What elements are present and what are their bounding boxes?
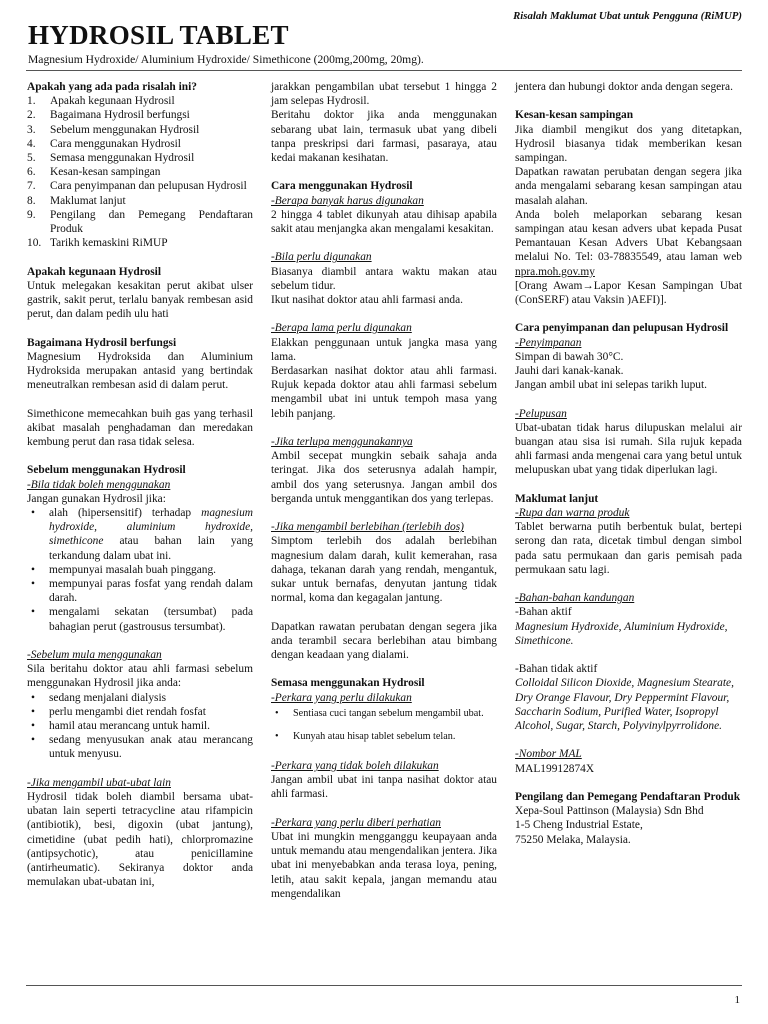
disposal-text: Ubat-ubatan tidak harus dilupuskan melalui air buangan atau sisa isi rumah. Sila rujuk kepada ahli farmasi anda mengenai cara yang betul untuk melupuskan ubat yang tidak diperlukan lagi.: [515, 421, 742, 477]
interaction-advice: Beritahu doktor jika anda menggunakan sebarang ubat lain, termasuk ubat yang dibeli tanpa preskripsi dari farmasi, pasaraya, atau kedai makanan kesihatan.: [271, 109, 497, 165]
list-item: 9. Pengilang dan Pemegang Pendaftaran Produk: [27, 208, 253, 236]
kegunaan-text: Untuk melegakan kesakitan perut akibat ulser gastrik, sakit perut, terlalu banyak rembesan asid perut, dan dalam pedih ulu hati: [27, 279, 253, 321]
intro-text: Jangan gunakan Hydrosil jika:: [27, 492, 166, 505]
side-effect-text-2: Dapatkan rawatan perubatan dengan segera jika anda mengalami sebarang kesan sampingan atau masalah alahan.: [515, 166, 742, 207]
section-heading-kegunaan: Apakah kegunaan Hydrosil: [27, 265, 161, 278]
subheading: -Berapa lama perlu digunakan: [271, 322, 412, 335]
dose-text: 2 hingga 4 tablet dikunyah atau dihisap apabila sakit atau menjangka akan mengalami kesakitan.: [271, 208, 497, 236]
toc-list: [27, 94, 253, 250]
side-effect-text-1: Jika diambil mengikut dos yang ditetapkan, Hydrosil biasanya tidak memberikan kesan sampingan.: [515, 123, 742, 164]
list-item: • Kunyah atau hisap tablet sebelum telan.: [271, 722, 497, 745]
page-number: 1: [734, 994, 740, 1006]
list-item: 3. Sebelum menggunakan Hydrosil: [27, 123, 200, 136]
list-item: 6. Kesan-kesan sampingan: [27, 166, 161, 179]
section-heading-lanjut: Maklumat lanjut: [515, 492, 599, 505]
leaflet-label: Risalah Maklumat Ubat untuk Pengguna (RiMUP): [513, 10, 742, 22]
toc-heading: Apakah yang ada pada risalah ini?: [27, 81, 197, 93]
section-heading-simpan: Cara penyimpanan dan pelupusan Hydrosil: [515, 322, 729, 335]
list-item: 4. Cara menggunakan Hydrosil: [27, 137, 181, 150]
interaction-text: Hydrosil tidak boleh diambil bersama ubat-ubatan lain seperti tetracycline atau rifampicin (antibiotik), besi, digoxin (ubat jantung), cimetidine (ubat pedih hati), chlorpromazine (antipsychotic), atau penicillamine (antirheumatic). Sekiranya doktor anda memulakan ubat-ubatan ini,: [27, 791, 253, 889]
column-2: [271, 80, 497, 901]
timing-text: Biasanya diambil antara waktu makan atau sebelum tidur.: [271, 265, 497, 292]
interaction-text-cont: jarakkan pengambilan ubat tersebut 1 hingga 2 jam selepas Hydrosil.: [271, 81, 497, 108]
list-item: 1. Apakah kegunaan Hydrosil: [27, 95, 175, 108]
section-heading-kesan: Kesan-kesan sampingan: [515, 109, 634, 122]
subheading: -Jika mengambil berlebihan (terlebih dos): [271, 521, 464, 534]
duration-advice: Berdasarkan nasihat doktor atau ahli farmasi. Rujuk kepada doktor atau ahli farmasi sebelum mengambil ubat ini untuk tempoh masa yang lebih panjang.: [271, 365, 497, 420]
subheading: -Sebelum mula menggunakan: [27, 649, 162, 662]
list-item: • sedang menyusukan anak atau merancang untuk menyusu.: [27, 733, 253, 761]
manufacturer-line: 1-5 Cheng Industrial Estate,: [515, 819, 643, 832]
storage-line: Simpan di bawah 30°C.: [515, 350, 624, 363]
missed-dose-text: Ambil secepat mungkin sebaik sahaja anda teringat. Jika dos seterusnya adalah hampir, ambil dos yang seterusnya. Jangan ambil dos berganda untuk menggantikan dos yang terlepas.: [271, 450, 497, 505]
column-3: [515, 80, 742, 847]
timing-advice: Ikut nasihat doktor atau ahli farmasi anda.: [271, 294, 463, 307]
storage-line: Jauhi dari kanak-kanak.: [515, 365, 624, 378]
inactive-ingredients: Colloidal Silicon Dioxide, Magnesium Stearate, Dry Orange Flavour, Dry Peppermint Flavour, Saccharin Sodium, Purified Water, Isopropyl Alcohol, Sugar, Starch, Polyvinylpyrrolidone.: [515, 677, 734, 733]
overdose-text: Simptom terlebih dos adalah berlebihan magnesium dalam darah, kulit kemerahan, rasa dahaga, tekanan darah yang rendah, mengantuk, sukar untuk bernafas, denyutan jantung tidak normal, koma dan kegagalan jantung.: [271, 535, 497, 605]
attention-text-cont: jentera dan hubungi doktor anda dengan segera.: [515, 81, 733, 93]
fungsi-text-2: Simethicone memecahkan buih gas yang terhasil akibat masalah penghadaman dan meredakan kembung perut dan rasa tidak selesa.: [27, 407, 253, 449]
subheading: -Perkara yang perlu diberi perhatian: [271, 816, 441, 829]
website-link[interactable]: npra.moh.gov.my: [515, 265, 595, 278]
side-effect-text-3: Anda boleh melaporkan sebarang kesan sampingan atau kesan advers ubat kepada Pusat Pemantauan Kesan Advers Ubat Kebangsaan melalui No. Tel: 03-78835549, atau laman web npra.moh.gov.my [Orang Awam→Lapor Kesan Sampingan Ubat (ConSERF) atau Vaksin )AEFI)].: [515, 208, 742, 307]
list-item: • hamil atau merancang untuk hamil.: [27, 719, 253, 733]
list-item: • mempunyai masalah buah pinggang.: [27, 563, 253, 577]
list-item: • sedang menjalani dialysis: [27, 691, 253, 705]
list-item: 5. Semasa menggunakan Hydrosil: [27, 152, 195, 165]
section-heading-semasa: Semasa menggunakan Hydrosil: [271, 677, 425, 690]
subheading: -Rupa dan warna produk: [515, 507, 630, 520]
subheading: -Bahan-bahan kandungan: [515, 592, 635, 605]
list-item: • mempunyai paras fosfat yang rendah dalam darah.: [27, 577, 253, 605]
subheading: -Jika mengambil ubat-ubat lain: [27, 776, 171, 789]
manufacturer-line: 75250 Melaka, Malaysia.: [515, 833, 631, 846]
product-title: HYDROSIL TABLET: [28, 20, 289, 50]
do-list: [271, 705, 497, 745]
list-item: 8. Maklumat lanjut: [27, 194, 126, 207]
duration-text: Elakkan penggunaan untuk jangka masa yang lama.: [271, 336, 497, 363]
list-item: • mengalami sekatan (tersumbat) pada bahagian perut (gastrousus tersumbat).: [27, 605, 253, 633]
subheading: -Nombor MAL: [515, 748, 582, 761]
list-item: 2. Bagaimana Hydrosil berfungsi: [27, 109, 190, 122]
section-heading-pengilang: Pengilang dan Pemegang Pendaftaran Produk: [515, 791, 741, 804]
subheading: -Penyimpanan: [515, 336, 582, 349]
precaution-list: [27, 691, 253, 762]
inactive-label: -Bahan tidak aktif: [515, 663, 598, 676]
list-item: • Sentiasa cuci tangan sebelum mengambil ubat.: [271, 705, 497, 722]
attention-text: Ubat ini mungkin mengganggu keupayaan anda untuk memandu atau mengendalikan jentera. Jika ubat ini menyebabkan anda terasa loya, pening, letih, atau sakit kepala, jangan memandu atau mengendalikan: [271, 831, 497, 900]
section-heading-fungsi: Bagaimana Hydrosil berfungsi: [27, 336, 177, 349]
section-heading-sebelum: Sebelum menggunakan Hydrosil: [27, 464, 186, 477]
top-rule: [26, 70, 742, 71]
active-ingredients: Magnesium Hydroxide, Aluminium Hydroxide, Simethicone.: [515, 620, 728, 647]
active-label: -Bahan aktif: [515, 606, 572, 619]
appearance-text: Tablet berwarna putih berbentuk bulat, bertepi serong dan rata, dicetak timbul dengan simbol pada satu permukaan dan garis pemisah pada permukaan satu lagi.: [515, 521, 742, 576]
bottom-rule: [26, 985, 742, 986]
subheading: -Berapa banyak harus digunakan: [271, 194, 424, 207]
subheading: -Perkara yang perlu dilakukan: [271, 691, 412, 704]
storage-line: Jangan ambil ubat ini selepas tarikh luput.: [515, 379, 708, 392]
product-subtitle: Magnesium Hydroxide/ Aluminium Hydroxide/ Simethicone (200mg,200mg, 20mg).: [28, 53, 424, 66]
list-item: • perlu mengambi diet rendah fosfat: [27, 705, 253, 719]
list-item: 7. Cara penyimpanan dan pelupusan Hydrosil: [27, 180, 247, 193]
subheading: -Jika terlupa menggunakannya: [271, 436, 413, 449]
fungsi-text-1: Magnesium Hydroksida dan Aluminium Hydroksida merupakan antasid yang bertindak meneutralkan rembesan asid di dalam perut.: [27, 350, 253, 392]
column-1: [27, 80, 253, 889]
intro-text: Sila beritahu doktor atau ahli farmasi sebelum menggunakan Hydrosil jika anda:: [27, 663, 253, 690]
mal-number: MAL19912874X: [515, 762, 595, 775]
contraindication-list: [27, 506, 253, 634]
list-item: 10. Tarikh kemaskini RiMUP: [27, 237, 168, 250]
list-item: • alah (hipersensitif) terhadap magnesium hydroxide, aluminium hydroxide, simethicone atau bahan lain yang terkandung dalam ubat ini.: [27, 506, 253, 563]
subheading: -Pelupusan: [515, 407, 567, 420]
subheading: -Bila tidak boleh menggunakan: [27, 478, 171, 491]
section-heading-cara: Cara menggunakan Hydrosil: [271, 180, 413, 193]
subheading: -Perkara yang tidak boleh dilakukan: [271, 760, 439, 773]
subheading: -Bila perlu digunakan: [271, 251, 372, 264]
dont-text: Jangan ambil ubat ini tanpa nasihat doktor atau ahli farmasi.: [271, 774, 497, 801]
overdose-advice: Dapatkan rawatan perubatan dengan segera jika anda terambil secara berlebihan atau bimbang dengan keadaan yang dialami.: [271, 620, 497, 662]
manufacturer-line: Xepa-Soul Pattinson (Malaysia) Sdn Bhd: [515, 805, 704, 818]
